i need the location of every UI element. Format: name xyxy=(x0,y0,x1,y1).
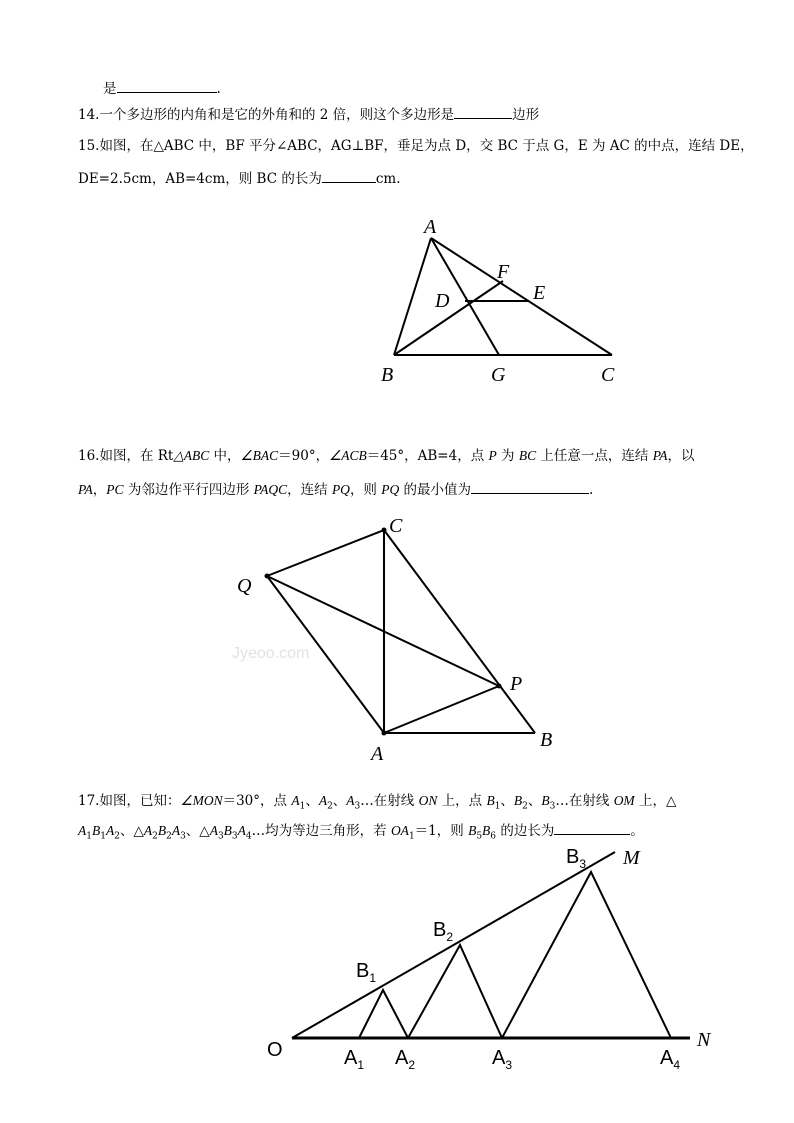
fig15-label-d: D xyxy=(435,290,450,312)
figure-17-triangles xyxy=(359,872,671,1038)
fig16-label-c: C xyxy=(389,515,403,537)
question-15-line1: 15.如图，在△ABC 中，BF 平分∠ABC，AG⊥BF，垂足为点 D，交 BC 于点 G，E 为 AC 的中点，连结 DE， xyxy=(78,138,754,154)
question-17-line2: $A_1B_1A_2$、$\triangle A_2B_2A_3$、$\triangle A_3B_3A_4\dots$均为等边三角形，若 $OA_1=1$，则 $B_5B_6$ 的边长为 。 xyxy=(78,820,644,846)
fig17-label-b3: $B_3$ xyxy=(566,846,587,871)
figure-16-parallelogram xyxy=(267,530,535,733)
fig17-label-a2: $A_2$ xyxy=(395,1047,416,1072)
question-15-line2: DE=2.5cm，AB=4cm，则 BC 的长为 cm. xyxy=(78,168,401,188)
fig17-label-m: M xyxy=(623,847,640,869)
fig17-label-b2: $B_2$ xyxy=(433,919,454,944)
fig17-label-a1: $A_1$ xyxy=(344,1047,365,1072)
q13-tail: 是 . xyxy=(103,78,221,98)
fig16-label-b: B xyxy=(540,729,553,751)
watermark: Jyeoo.com xyxy=(232,645,310,662)
figure-15-triangle xyxy=(394,238,612,355)
question-16-line2: PA，PC 为邻边作平行四边形 PAQC，连结 PQ，则 PQ 的最小值为 . xyxy=(78,479,593,499)
fig17-label-a4: $A_4$ xyxy=(660,1047,681,1072)
fig15-label-b: B xyxy=(381,364,394,386)
fig16-label-a: A xyxy=(371,743,384,765)
fig15-label-f: F xyxy=(497,261,510,283)
figure-17-rays xyxy=(292,852,690,1038)
fig17-label-a3: $A_3$ xyxy=(492,1047,513,1072)
fig15-label-a: A xyxy=(424,216,437,238)
fig15-label-g: G xyxy=(491,364,506,386)
fig17-label-b1: $B_1$ xyxy=(356,960,377,985)
fig16-label-p: P xyxy=(510,673,523,695)
question-16-line1: 16.如图，在 Rt△ABC 中，∠BAC＝90°，∠ACB＝45°，AB=4，点 P 为 BC 上任意一点，连结 PA，以 xyxy=(78,448,695,464)
fig15-label-c: C xyxy=(601,364,615,386)
fig15-label-e: E xyxy=(533,282,546,304)
fig17-label-o: O xyxy=(267,1039,283,1061)
question-17-line1: 17.如图，已知：∠MON＝30°，点 $A_1$、$A_2$、$A_3\dots$在射线 ON 上，点 $B_1$、$B_2$、$B_3\dots$在射线 OM 上，△ xyxy=(78,793,677,812)
fig16-label-q: Q xyxy=(237,575,252,597)
fig17-label-n: N xyxy=(697,1029,711,1051)
question-14: 14.一个多边形的内角和是它的外角和的 2 倍，则这个多边形是 边形 xyxy=(78,104,539,124)
